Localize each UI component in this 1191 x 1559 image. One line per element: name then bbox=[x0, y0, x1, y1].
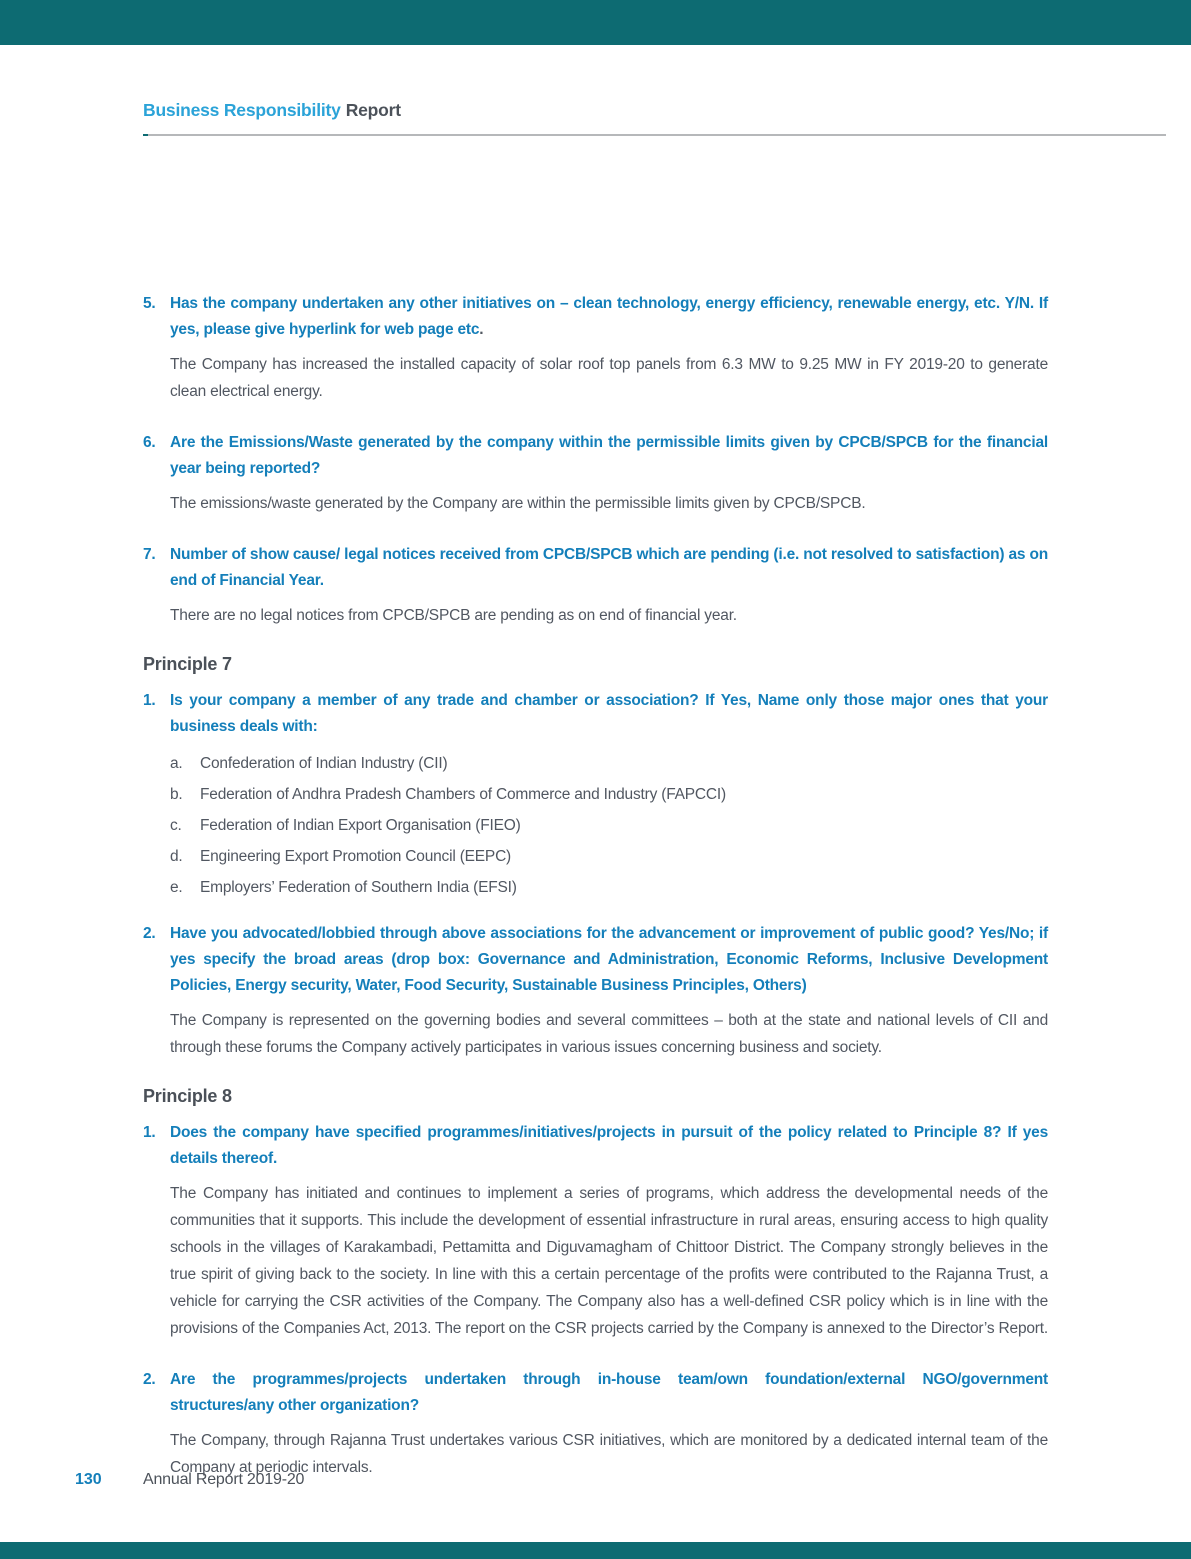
list-item bbox=[170, 879, 1048, 896]
association-list bbox=[170, 755, 1048, 896]
question-block-6 bbox=[143, 430, 1048, 517]
question-block-p7-1 bbox=[143, 688, 1048, 896]
list-item-text: Engineering Export Promotion Council (EEPC) bbox=[200, 848, 512, 865]
question-block-p8-1 bbox=[143, 1120, 1048, 1342]
question-number: 2. bbox=[143, 925, 156, 942]
list-item-letter: d. bbox=[170, 848, 183, 865]
section-heading-principle-8: Principle 8 bbox=[143, 1086, 232, 1106]
page-number: 130 bbox=[75, 1471, 102, 1488]
question-number: 1. bbox=[143, 692, 156, 709]
question-number: 2. bbox=[143, 1371, 156, 1388]
section-heading-principle-7: Principle 7 bbox=[143, 654, 232, 674]
question-block-7 bbox=[143, 542, 1048, 629]
question-text-main: Has the company undertaken any other initiatives on – clean technology, energy efficiency, renewable energy, etc. Y/N. If yes, please give hyperlink for web page etc bbox=[170, 295, 1048, 338]
list-item-text: Confederation of Indian Industry (CII) bbox=[200, 755, 448, 772]
list-item bbox=[170, 755, 1048, 772]
list-item-letter: e. bbox=[170, 879, 183, 896]
answer-text: The Company, through Rajanna Trust undertakes various CSR initiatives, which are monitored by a dedicated internal team of the Company at periodic intervals. bbox=[170, 1432, 1048, 1476]
list-item-letter: c. bbox=[170, 817, 182, 834]
footer-label: Annual Report 2019-20 bbox=[143, 1471, 305, 1488]
question-text: Have you advocated/lobbied through above associations for the advancement or improvement of public good? Yes/No; if yes specify the broad areas (drop box: Governance and Administration, Economic Reforms, Inclusive Development Policies, Energy security, Water, Food Security, Sustainable Business Principles, Others) bbox=[170, 925, 1048, 994]
question-number: 7. bbox=[143, 546, 156, 563]
answer-text: The Company has increased the installed capacity of solar roof top panels from 6.3 MW to 9.25 MW in FY 2019-20 to generate clean electrical energy. bbox=[170, 356, 1048, 400]
header-divider bbox=[143, 134, 1166, 136]
question-text bbox=[170, 291, 1048, 343]
list-item-text: Federation of Indian Export Organisation (FIEO) bbox=[200, 817, 521, 834]
list-item-text: Federation of Andhra Pradesh Chambers of Commerce and Industry (FAPCCI) bbox=[200, 786, 726, 803]
list-item-letter: b. bbox=[170, 786, 183, 803]
list-item bbox=[170, 786, 1048, 803]
list-item bbox=[170, 848, 1048, 865]
bottom-accent-bar bbox=[0, 1542, 1191, 1559]
top-accent-bar bbox=[0, 0, 1191, 45]
header-divider-tip bbox=[143, 134, 148, 136]
page-title-highlight: Business Responsibility bbox=[143, 100, 341, 120]
report-body bbox=[143, 291, 1048, 1506]
answer-text: The Company has initiated and continues to implement a series of programs, which address the developmental needs of the communities that it supports. This include the development of essential infrastructure in rural areas, ensuring access to high quality schools in the villages of Karakambadi, Pettamitta and Diguvamagham of Chittoor District. The Company strongly believes in the true spirit of giving back to the society. In line with this a certain percentage of the profits were contributed to the Rajanna Trust, a vehicle for carrying the CSR activities of the Company. The Company also has a well-defined CSR policy which is in line with the provisions of the Companies Act, 2013. The report on the CSR projects carried by the Company is annexed to the Director’s Report. bbox=[170, 1185, 1048, 1337]
list-item-text: Employers’ Federation of Southern India (EFSI) bbox=[200, 879, 517, 896]
question-number: 6. bbox=[143, 434, 156, 451]
list-item-letter: a. bbox=[170, 755, 183, 772]
answer-text: The emissions/waste generated by the Company are within the permissible limits given by CPCB/SPCB. bbox=[170, 495, 866, 512]
answer-text: There are no legal notices from CPCB/SPCB are pending as on end of financial year. bbox=[170, 607, 737, 624]
question-text: Are the Emissions/Waste generated by the company within the permissible limits given by CPCB/SPCB for the financial year being reported? bbox=[170, 434, 1048, 477]
list-item bbox=[170, 817, 1048, 834]
question-block-5 bbox=[143, 291, 1048, 405]
page-title-rest: Report bbox=[345, 100, 401, 120]
question-text-suffix: . bbox=[479, 321, 484, 338]
page-title bbox=[143, 100, 401, 121]
question-text: Are the programmes/projects undertaken through in-house team/own foundation/external NGO/government structures/any other organization? bbox=[170, 1371, 1048, 1414]
question-text: Is your company a member of any trade and chamber or association? If Yes, Name only those major ones that your business deals with: bbox=[170, 692, 1048, 735]
page-footer bbox=[75, 1471, 304, 1489]
question-number: 5. bbox=[143, 295, 156, 312]
answer-text: The Company is represented on the governing bodies and several committees – both at the state and national levels of CII and through these forums the Company actively participates in various issues concerning business and society. bbox=[170, 1012, 1048, 1056]
question-number: 1. bbox=[143, 1124, 156, 1141]
question-text: Does the company have specified programmes/initiatives/projects in pursuit of the policy related to Principle 8? If yes details thereof. bbox=[170, 1124, 1048, 1167]
question-block-p8-2 bbox=[143, 1367, 1048, 1481]
question-block-p7-2 bbox=[143, 921, 1048, 1061]
question-text: Number of show cause/ legal notices received from CPCB/SPCB which are pending (i.e. not resolved to satisfaction) as on end of Financial Year. bbox=[170, 546, 1048, 589]
